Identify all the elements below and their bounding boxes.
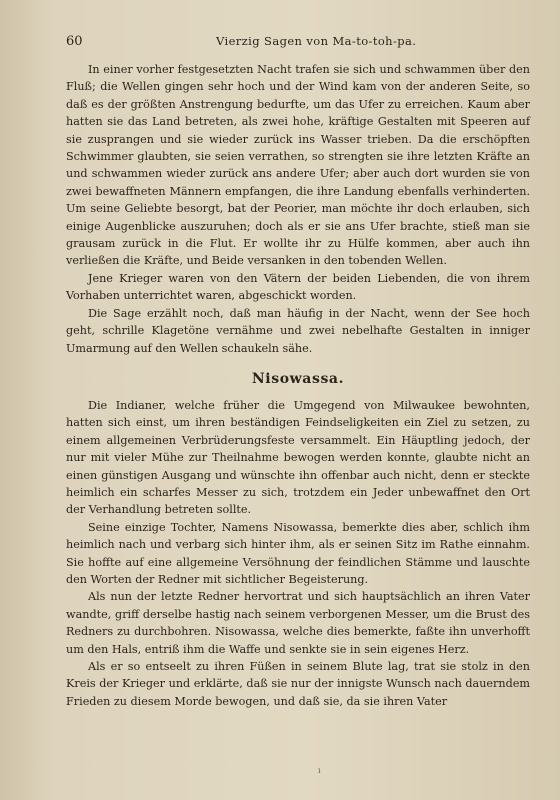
paragraph-4: Die Indianer, welche früher die Umgegend von Milwaukee bewohnten, hatten sich einst, um ihren beständigen Feindseligkeiten ein Ziel zu setzen, zu einem allgemeinen Verbrüderungsfeste versammelt. Ein Häuptling jedoch, der nur mit vieler Mühe zur Theilnahme bewogen werden konnte, glaubte nicht an einen günstigen Ausgang und wünschte ihn offenbar auch nicht, denn er steckte heimlich ein scharfes Messer zu sich, trotzdem ein Jeder unbewaffnet den Ort der Verhandlung betreten sollte. bbox=[66, 398, 530, 517]
paragraph-2: Jene Krieger waren von den Vätern der beiden Liebenden, die von ihrem Vorhaben unterrichtet waren, abgeschickt worden. bbox=[66, 271, 530, 303]
footer-mark: ı bbox=[318, 766, 321, 775]
paragraph-3: Die Sage erzählt noch, daß man häufig in der Nacht, wenn der See hoch geht, schrille Klagetöne vernähme und zwei nebelhafte Gestalten in inniger Umarmung auf den Wellen schaukeln sähe. bbox=[66, 306, 530, 355]
paragraph-5: Seine einzige Tochter, Namens Nisowassa, bemerkte dies aber, schlich ihm heimlich nach und verbarg sich hinter ihm, als er seinen Sitz im Rathe einnahm. Sie hoffte auf eine allgemeine Versöhnung der feindlichen Stämme und lauschte den Worten der Redner mit sichtlicher Begeisterung. bbox=[66, 520, 530, 586]
section-title: Nisowassa. bbox=[251, 370, 345, 387]
paragraph-1: In einer vorher festgesetzten Nacht trafen sie sich und schwammen über den Fluß; die Wellen gingen sehr hoch und der Wind kam von der anderen Seite, so daß es der größten Anstrengung bedurfte, um das Ufer zu erreichen. Kaum aber hatten sie das Land betreten, als zwei hohe, kräftige Gestalten mit Speeren auf sie zusprangen und sie wieder zurück ins Wasser trieben. Da die erschöpften Schwimmer glaubten, sie seien verrathen, so strengten sie ihre letzten Kräfte an und schwammen wieder zurück ans andere Ufer; aber auch dort wurden sie von zwei bewaffneten Männern empfangen, die ihre Landung ebenfalls verhinderten. Um seine Geliebte besorgt, bat der Peorier, man möchte ihr doch erlauben, sich einige Augenblicke auszuruhen; doch als er sie ans Ufer brachte, stieß man sie grausam zurück in die Flut. Er wollte ihr zu Hülfe kommen, aber auch ihn verließen die Kräfte, und Beide versanken in den tobenden Wellen. bbox=[66, 63, 530, 268]
page-header bbox=[66, 34, 530, 49]
page-number: 60 bbox=[66, 34, 83, 49]
running-title: Vierzig Sagen von Ma-to-toh-pa. bbox=[216, 34, 417, 48]
paragraph-7: Als er so entseelt zu ihren Füßen in seinem Blute lag, trat sie stolz in den Kreis der Krieger und erklärte, daß sie nur der innigste Wunsch nach dauerndem Frieden zu diesem Morde bewogen, und daß sie, da sie ihren Vater bbox=[66, 660, 530, 708]
paragraph-6: Als nun der letzte Redner hervortrat und sich hauptsächlich an ihren Vater wandte, griff derselbe hastig nach seinem verborgenen Messer, um die Brust des Redners zu durchbohren. Nisowassa, welche dies bemerkte, faßte ihn unverhofft um den Hals, entriß ihm die Waffe und senkte sie in sein eigenes Herz. bbox=[66, 590, 530, 656]
